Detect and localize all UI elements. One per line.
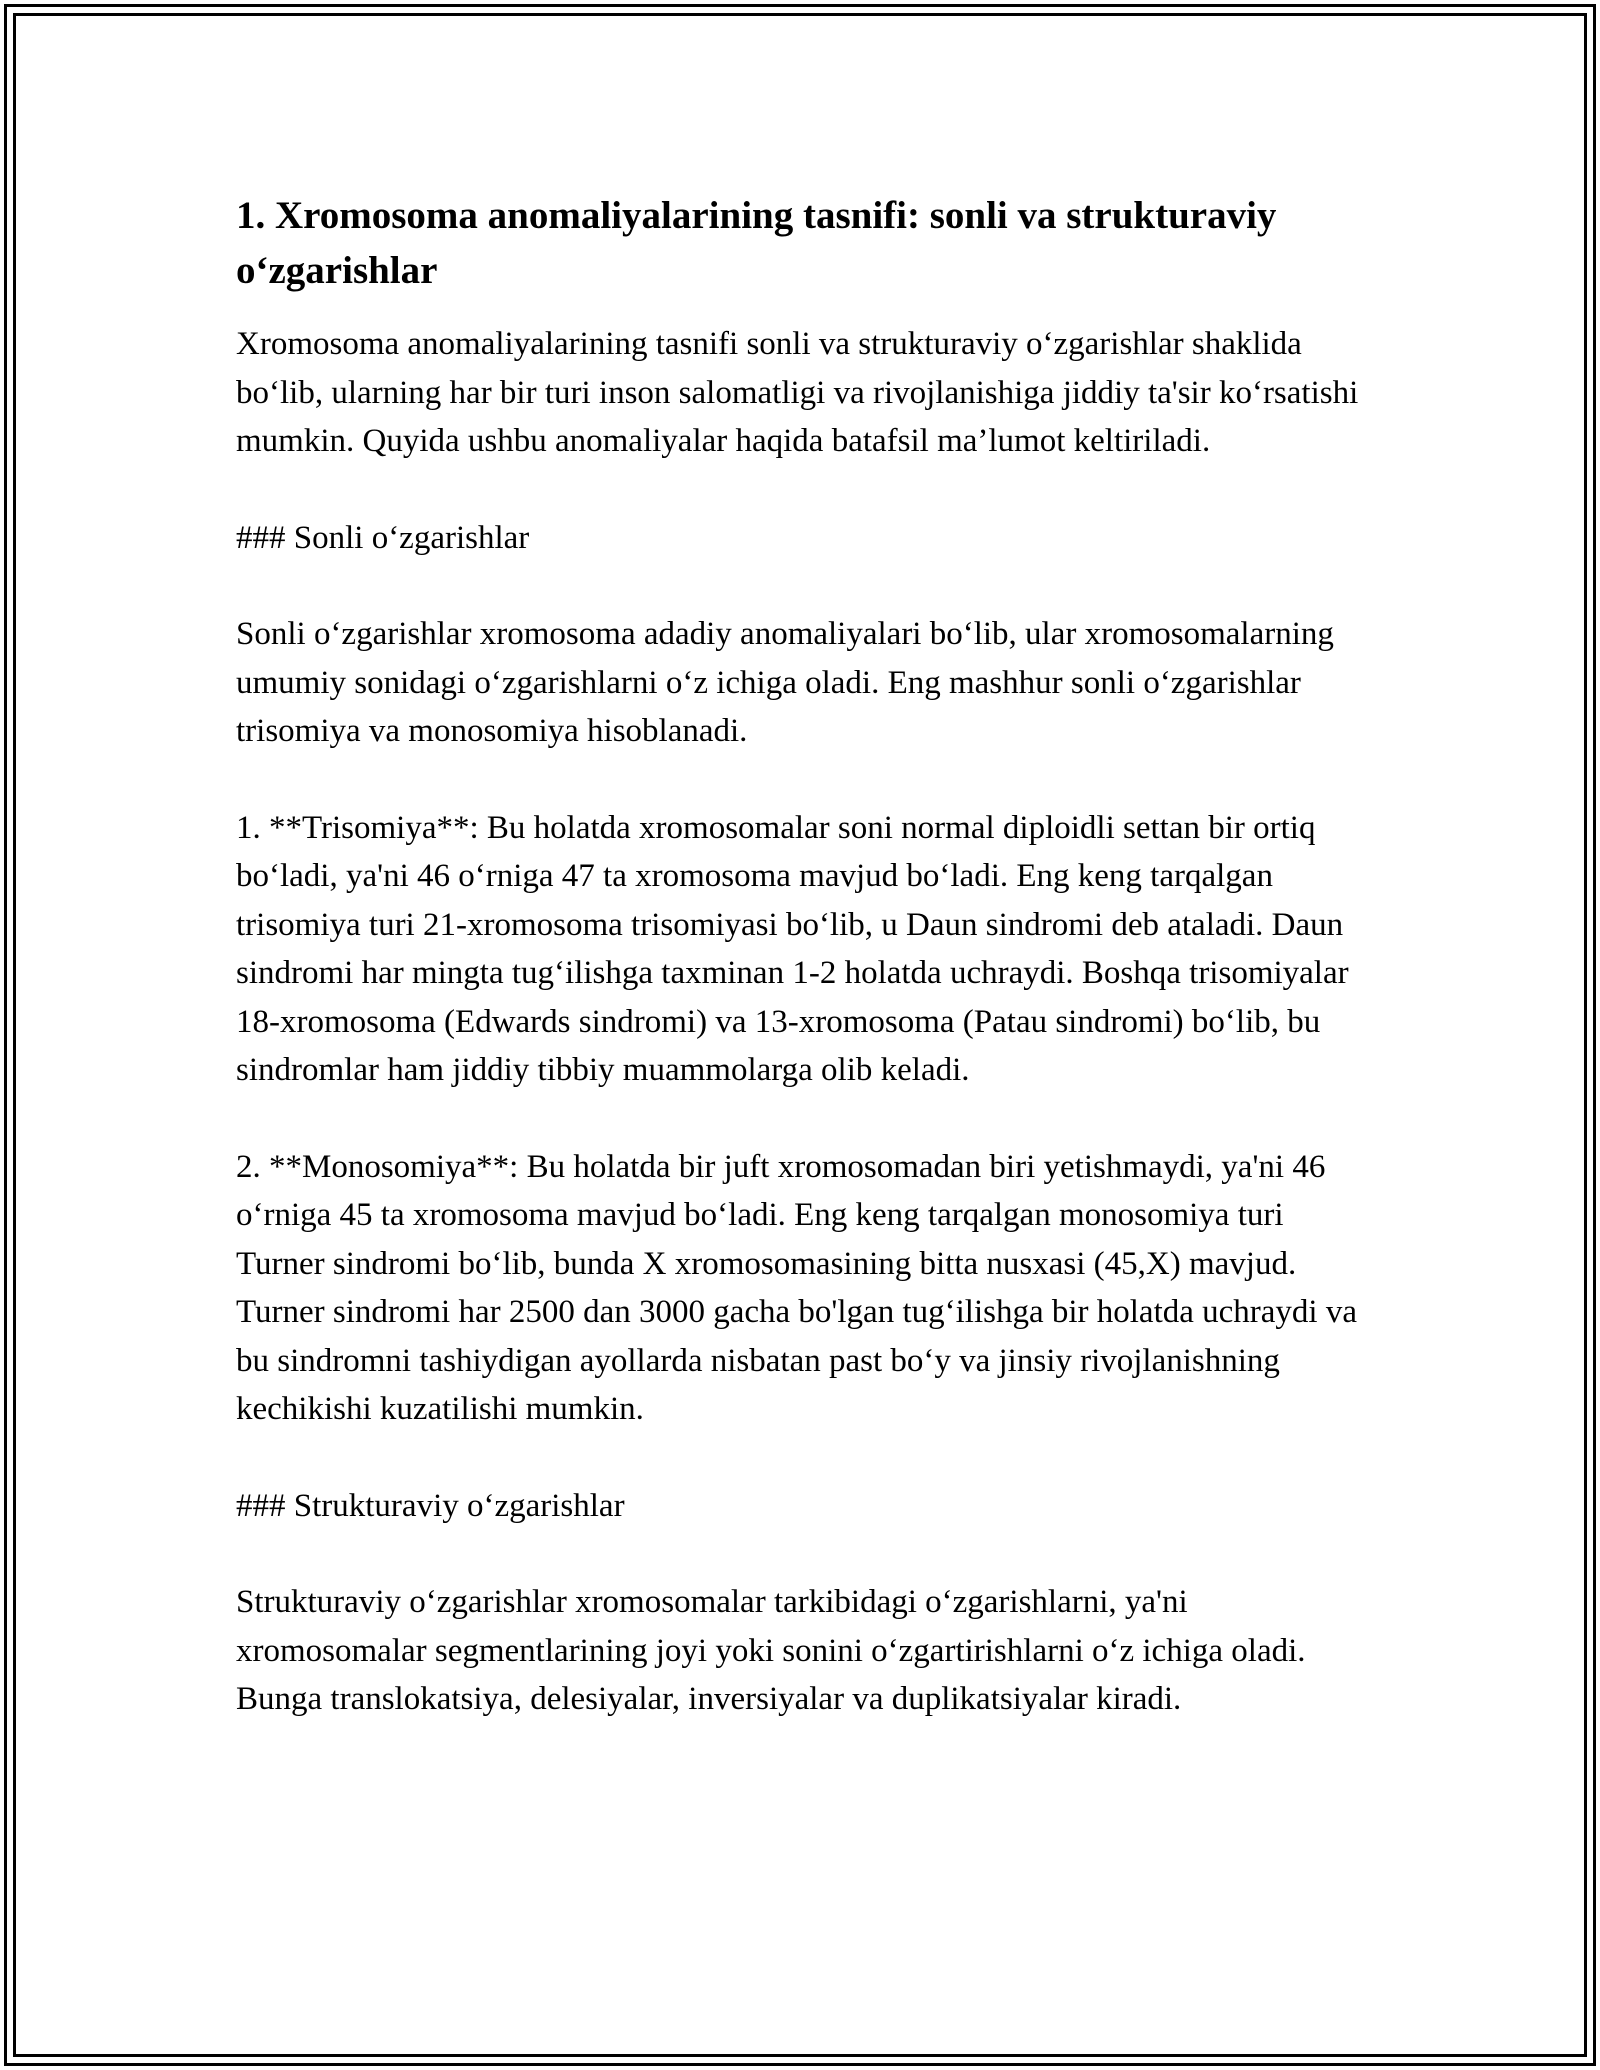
section-heading-structural: ### Strukturaviy o‘zgarishlar <box>236 1487 625 1524</box>
monosomy-paragraph: 2. **Monosomiya**: Bu holatda bir juft xromosomadan biri yetishmaydi, ya'ni 46 o‘rniga 45 ta xromosoma mavjud bo‘ladi. Eng keng tarqalgan monosomiya turi Turner sindromi bo‘lib, bunda X xromosomasining bitta nusxasi (45,X) mavjud. Turner sindromi har 2500 dan 3000 gacha bo'lgan tug‘ilishga bir holatda uchraydi va bu sindromni tashiydigan ayollarda nisbatan past bo‘y va jinsiy rivojlanishning kechikishi kuzatilishi mumkin. <box>236 1148 1357 1427</box>
numeric-intro-paragraph: Sonli o‘zgarishlar xromosoma adadiy anomaliyalari bo‘lib, ular xromosomalarning umumiy sonidagi o‘zgarishlarni o‘z ichiga oladi. Eng mashhur sonli o‘zgarishlar trisomiya va monosomiya hisoblanadi. <box>236 616 1334 749</box>
structural-intro-paragraph: Strukturaviy o‘zgarishlar xromosomalar tarkibidagi o‘zgarishlarni, ya'ni xromosomalar segmentlarining joyi yoki sonini o‘zgartirishlarni o‘z ichiga oladi. Bunga translokatsiya, delesiyalar, inversiyalar va duplikatsiyalar kiradi. <box>236 1584 1306 1717</box>
section-heading-numeric: ### Sonli o‘zgarishlar <box>236 519 530 556</box>
document-body <box>236 188 1366 1772</box>
document-title: 1. Xromosoma anomaliyalarining tasnifi: sonli va strukturaviy o‘zgarishlar <box>236 194 1277 292</box>
intro-paragraph: Xromosoma anomaliyalarining tasnifi sonli va strukturaviy o‘zgarishlar shaklida bo‘lib, ularning har bir turi inson salomatligi va rivojlanishiga jiddiy ta'sir ko‘rsatishi mumkin. Quyida ushbu anomaliyalar haqida batafsil ma’lumot keltiriladi. <box>236 326 1359 459</box>
trisomy-paragraph: 1. **Trisomiya**: Bu holatda xromosomalar soni normal diploidli settan bir ortiq bo‘ladi, ya'ni 46 o‘rniga 47 ta xromosoma mavjud bo‘ladi. Eng keng tarqalgan trisomiya turi 21-xromosoma trisomiyasi bo‘lib, u Daun sindromi deb ataladi. Daun sindromi har mingta tug‘ilishga taxminan 1-2 holatda uchraydi. Boshqa trisomiyalar 18-xromosoma (Edwards sindromi) va 13-xromosoma (Patau sindromi) bo‘lib, bu sindromlar ham jiddiy tibbiy muammolarga olib keladi. <box>236 809 1349 1088</box>
